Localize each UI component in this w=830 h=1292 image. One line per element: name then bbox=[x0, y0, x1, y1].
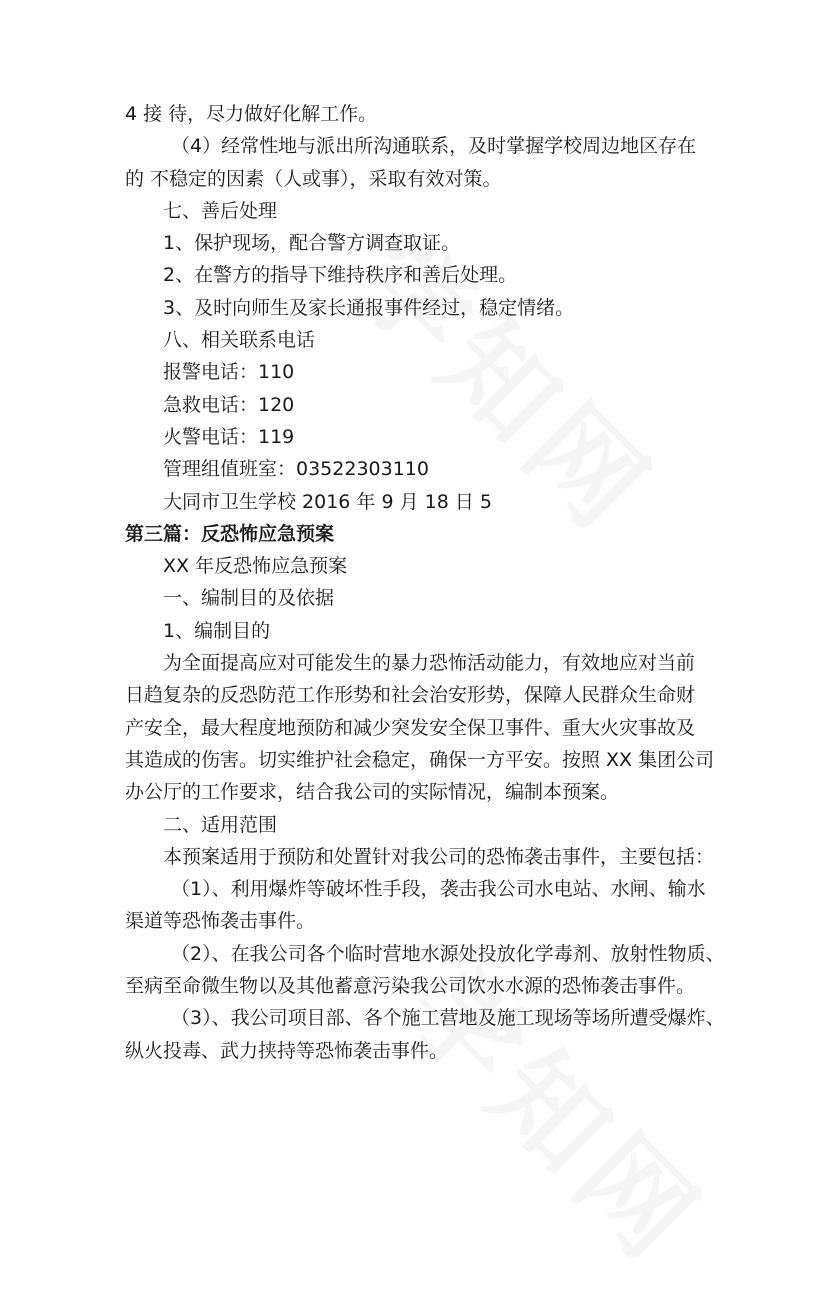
text-line: 其造成的伤害。切实维护社会稳定，确保一方平安。按照 XX 集团公司 bbox=[125, 748, 715, 771]
text-line: 日趋复杂的反恐防范工作形势和社会治安形势，保障人民群众生命财 bbox=[125, 684, 696, 707]
text-line: 至病至命微生物以及其他蓄意污染我公司饮水水源的恐怖袭击事件。 bbox=[125, 975, 696, 998]
list-item: （3）、我公司项目部、各个施工营地及施工现场等场所遭受爆炸、 bbox=[171, 1007, 725, 1030]
text-line: 办公厅的工作要求，结合我公司的实际情况，编制本预案。 bbox=[125, 781, 620, 804]
subsection-heading: 1、编制目的 bbox=[163, 619, 271, 642]
text-line: 的 不稳定的因素（人或事），采取有效对策。 bbox=[125, 167, 502, 190]
text-line: 渠道等恐怖袭击事件。 bbox=[125, 910, 316, 933]
phone-line: 管理组值班室：03522303110 bbox=[163, 458, 429, 481]
list-item: 3、及时向师生及家长通报事件经过，稳定情绪。 bbox=[163, 296, 575, 319]
section-heading: 二、适用范围 bbox=[163, 813, 278, 836]
document-title: XX 年反恐怖应急预案 bbox=[163, 555, 348, 578]
text-line: 产安全，最大程度地预防和减少突发安全保卫事件、重大火灾事故及 bbox=[125, 716, 696, 739]
text-line: 4 接 待，尽力做好化解工作。 bbox=[125, 103, 378, 125]
list-item: 1、保护现场，配合警方调查取证。 bbox=[163, 232, 461, 255]
document-body bbox=[125, 98, 725, 1067]
section-heading: 一、编制目的及依据 bbox=[163, 587, 335, 610]
text-line: 本预案适用于预防和处置针对我公司的恐怖袭击事件，主要包括： bbox=[163, 845, 715, 868]
section-heading: 七、善后处理 bbox=[163, 199, 278, 222]
text-line: 纵火投毒、武力挟持等恐怖袭击事件。 bbox=[125, 1039, 449, 1062]
list-item: （1）、利用爆炸等破坏性手段，袭击我公司水电站、水闸、输水 bbox=[171, 878, 706, 901]
signature-line: 大同市卫生学校 2016 年 9 月 18 日 5 bbox=[163, 490, 492, 513]
phone-line: 火警电话：119 bbox=[163, 425, 295, 448]
phone-line: 急救电话：120 bbox=[163, 393, 295, 416]
list-item: 2、在警方的指导下维持秩序和善后处理。 bbox=[163, 264, 518, 287]
text-line: 为全面提高应对可能发生的暴力恐怖活动能力，有效地应对当前 bbox=[163, 652, 696, 675]
text-line: （4）经常性地与派出所沟通联系，及时掌握学校周边地区存在 bbox=[171, 135, 697, 158]
section-heading: 八、相关联系电话 bbox=[163, 329, 316, 352]
phone-line: 报警电话：110 bbox=[163, 361, 295, 384]
list-item: （2）、在我公司各个临时营地水源处投放化学毒剂、放射性物质、 bbox=[171, 942, 725, 965]
chapter-title: 第三篇：反恐怖应急预案 bbox=[125, 522, 335, 545]
